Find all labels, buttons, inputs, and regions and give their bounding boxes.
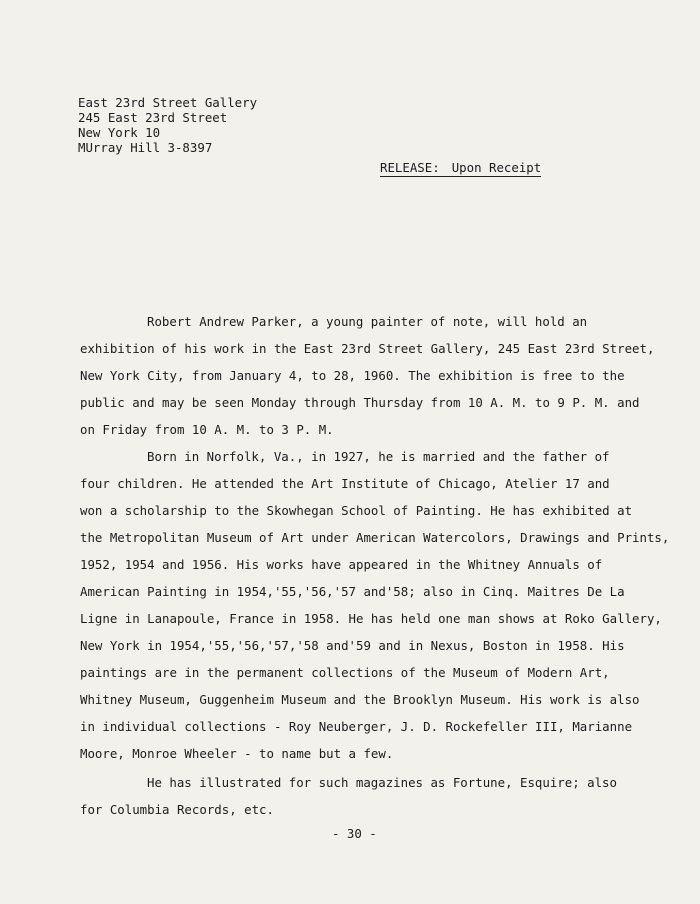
- release-label: RELEASE:: [380, 160, 440, 175]
- body-line: Robert Andrew Parker, a young painter of note, will hold an: [147, 314, 588, 329]
- gallery-street: 245 East 23rd Street: [78, 110, 228, 125]
- body-line: Whitney Museum, Guggenheim Museum and the Brooklyn Museum. His work is also: [80, 692, 640, 707]
- release-value: Upon Receipt: [451, 160, 542, 175]
- body-line: New York City, from January 4, to 28, 1960. The exhibition is free to the: [80, 368, 625, 383]
- body-line: paintings are in the permanent collections of the Museum of Modern Art,: [80, 665, 610, 680]
- body-line: four children. He attended the Art Institute of Chicago, Atelier 17 and: [80, 476, 610, 491]
- body-line: Born in Norfolk, Va., in 1927, he is married and the father of: [147, 449, 610, 464]
- body-line: American Painting in 1954,'55,'56,'57 and'58; also in Cinq. Maitres De La: [80, 584, 625, 599]
- gallery-name: East 23rd Street Gallery: [78, 95, 258, 110]
- body-line: the Metropolitan Museum of Art under American Watercolors, Drawings and Prints,: [80, 530, 670, 545]
- body-line: in individual collections - Roy Neuberger, J. D. Rockefeller III, Marianne: [80, 719, 633, 734]
- body-line: 1952, 1954 and 1956. His works have appeared in the Whitney Annuals of: [80, 557, 603, 572]
- body-line: He has illustrated for such magazines as Fortune, Esquire; also: [147, 775, 617, 790]
- body-line: exhibition of his work in the East 23rd Street Gallery, 245 East 23rd Street,: [80, 341, 655, 356]
- gallery-address-block: [78, 95, 257, 155]
- gallery-city: New York 10: [78, 125, 161, 140]
- body-line: public and may be seen Monday through Thursday from 10 A. M. to 9 P. M. and: [80, 395, 640, 410]
- body-line: Moore, Monroe Wheeler - to name but a few.: [80, 746, 394, 761]
- release-line: [380, 160, 541, 177]
- body-line: for Columbia Records, etc.: [80, 802, 274, 817]
- body-line: Ligne in Lanapoule, France in 1958. He has held one man shows at Roko Gallery,: [80, 611, 662, 626]
- body-line: on Friday from 10 A. M. to 3 P. M.: [80, 422, 334, 437]
- page-number: - 30 -: [332, 826, 377, 841]
- body-line: New York in 1954,'55,'56,'57,'58 and'59 and in Nexus, Boston in 1958. His: [80, 638, 625, 653]
- body-line: won a scholarship to the Skowhegan School of Painting. He has exhibited at: [80, 503, 633, 518]
- gallery-phone: MUrray Hill 3-8397: [78, 140, 213, 155]
